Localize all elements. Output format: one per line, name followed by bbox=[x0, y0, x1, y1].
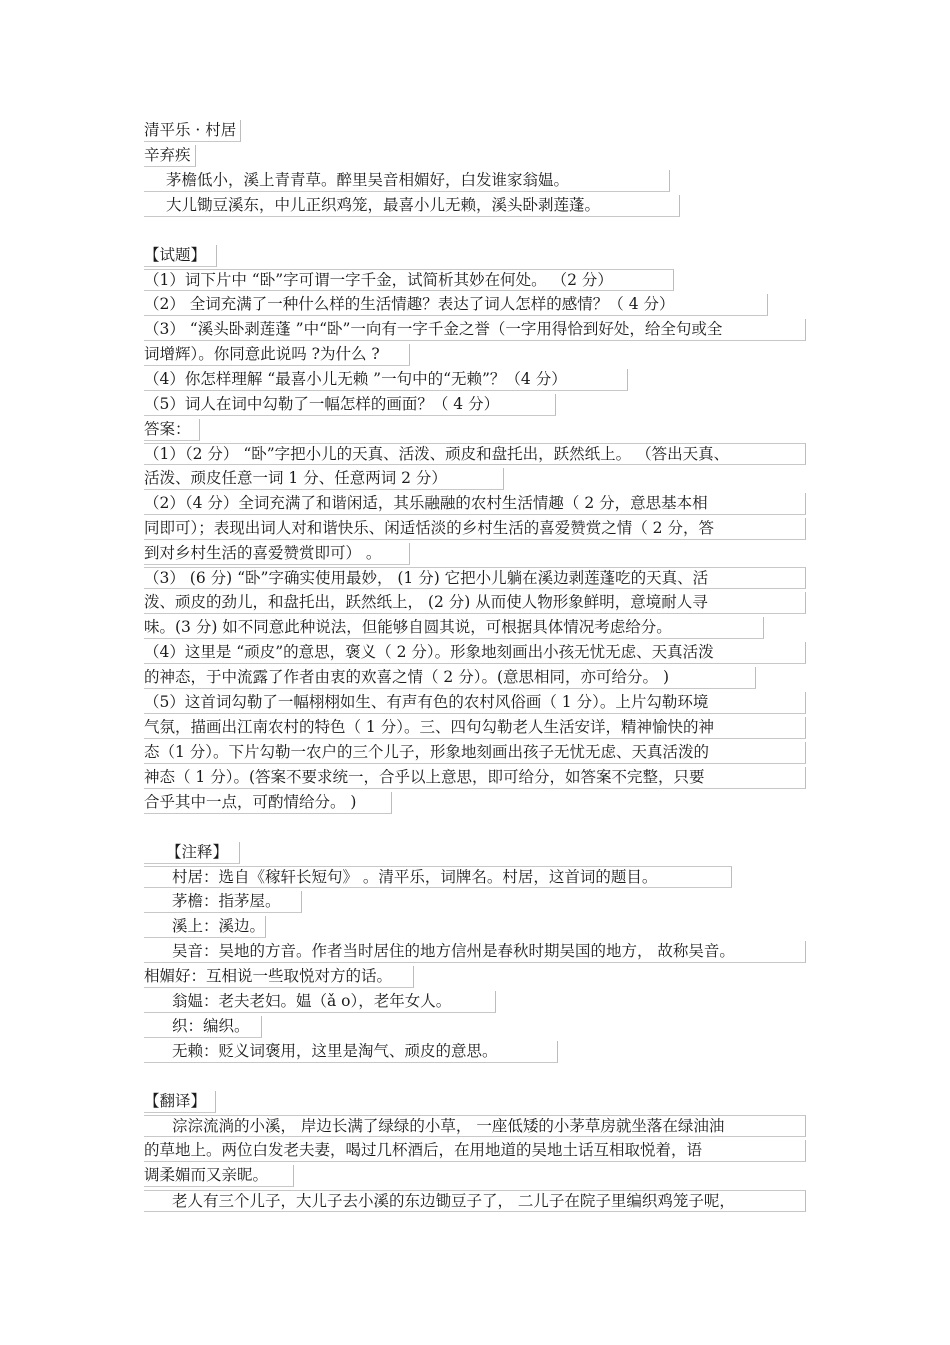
answer-line: （5）这首词勾勒了一幅栩栩如生、有声有色的农村风俗画（ 1 分）。上片勾勒环境 bbox=[144, 692, 806, 714]
questions-heading: 【试题】 bbox=[144, 245, 217, 267]
poem-line: 大儿锄豆溪东，中儿正织鸡笼，最喜小儿无赖，溪头卧剥莲蓬。 bbox=[144, 195, 680, 217]
answer-line: （3） (6 分) “卧”字确实使用最妙， (1 分) 它把小儿躺在溪边剥莲蓬吃的天真、活 bbox=[144, 567, 806, 589]
question-line: （5）词人在词中勾勒了一幅怎样的画面？（ 4 分） bbox=[144, 394, 556, 416]
translation-line: 的草地上。两位白发老夫妻，喝过几杯酒后，在用地道的吴地土话互相取悦着，语 bbox=[144, 1140, 806, 1162]
answer-line: 态（1 分）。下片勾勒一农户的三个儿子，形象地刻画出孩子无忧无虑、天真活泼的 bbox=[144, 742, 806, 764]
poem-title: 清平乐 · 村居 bbox=[144, 120, 241, 142]
question-line: 词增辉）。你同意此说吗 ?为什么 ? bbox=[144, 344, 410, 366]
note-line: 茅檐：指茅屋。 bbox=[144, 891, 302, 913]
answer-line: 神态（ 1 分）。(答案不要求统一，合乎以上意思，即可给分，如答案不完整，只要 bbox=[144, 767, 806, 789]
answer-line: 同即可）；表现出词人对和谐快乐、闲适恬淡的乡村生活的喜爱赞赏之情（ 2 分，答 bbox=[144, 518, 806, 540]
note-line: 无赖：贬义词褒用，这里是淘气、顽皮的意思。 bbox=[144, 1041, 558, 1063]
note-line: 村居：选自《稼轩长短句》 。清平乐，词牌名。村居，这首词的题目。 bbox=[144, 866, 732, 888]
note-line: 织：编织。 bbox=[144, 1016, 262, 1038]
answer-line: 味。(3 分) 如不同意此种说法，但能够自圆其说，可根据具体情况考虑给分。 bbox=[144, 617, 764, 639]
answer-line: 合乎其中一点，可酌情给分。 ) bbox=[144, 792, 392, 814]
answers-heading: 答案： bbox=[144, 419, 200, 441]
answer-line: 的神态，于中流露了作者由衷的欢喜之情（ 2 分）。(意思相同，亦可给分。 ) bbox=[144, 667, 756, 689]
question-line: （4）你怎样理解 “最喜小儿无赖 ”一句中的“无赖”？（4 分） bbox=[144, 369, 628, 391]
answer-line: （4）这里是 “顽皮”的意思，褒义（ 2 分）。形象地刻画出小孩无忧无虑、天真活泼 bbox=[144, 642, 806, 664]
question-line: （3） “溪头卧剥莲蓬 ”中“卧”一向有一字千金之誉（一字用得恰到好处，给全句或全 bbox=[144, 319, 806, 341]
question-line: （2） 全词充满了一种什么样的生活情趣？表达了词人怎样的感情？（ 4 分） bbox=[144, 294, 768, 316]
answer-line: 气氛，描画出江南农村的特色（ 1 分）。三、四句勾勒老人生活安详，精神愉快的神 bbox=[144, 717, 806, 739]
note-line: 吴音：吴地的方音。作者当时居住的地方信州是春秋时期吴国的地方， 故称吴音。 bbox=[144, 941, 806, 963]
poem-line: 茅檐低小，溪上青青草。醉里吴音相媚好，白发谁家翁媪。 bbox=[144, 170, 670, 192]
translation-line: 老人有三个儿子，大儿子去小溪的东边锄豆子了， 二儿子在院子里编织鸡笼子呢， bbox=[144, 1190, 806, 1212]
answer-line: 泼、顽皮的劲儿，和盘托出，跃然纸上， (2 分) 从而使人物形象鲜明，意境耐人寻 bbox=[144, 592, 806, 614]
translation-line: 淙淙流淌的小溪， 岸边长满了绿绿的小草， 一座低矮的小茅草房就坐落在绿油油 bbox=[144, 1115, 806, 1137]
notes-heading: 【注释】 bbox=[144, 842, 240, 864]
note-line: 相媚好：互相说一些取悦对方的话。 bbox=[144, 966, 414, 988]
translation-heading: 【翻译】 bbox=[144, 1091, 216, 1113]
answer-line: （2）（4 分）全词充满了和谐闲适，其乐融融的农村生活情趣（ 2 分，意思基本相 bbox=[144, 493, 806, 515]
translation-line: 调柔媚而又亲昵。 bbox=[144, 1165, 294, 1187]
answer-line: 到对乡村生活的喜爱赞赏即可） 。 bbox=[144, 543, 410, 565]
answer-line: 活泼、顽皮任意一词 1 分、任意两词 2 分） bbox=[144, 468, 504, 490]
poem-author: 辛弃疾 bbox=[144, 145, 196, 167]
question-line: （1）词下片中 “卧”字可谓一字千金，试简析其妙在何处。 （2 分） bbox=[144, 269, 674, 291]
answer-line: （1）（2 分） “卧”字把小儿的天真、活泼、顽皮和盘托出，跃然纸上。 （答出天真、 bbox=[144, 443, 806, 465]
note-line: 溪上：溪边。 bbox=[144, 916, 266, 938]
note-line: 翁媪：老夫老妇。媪（ǎ o），老年女人。 bbox=[144, 991, 496, 1013]
